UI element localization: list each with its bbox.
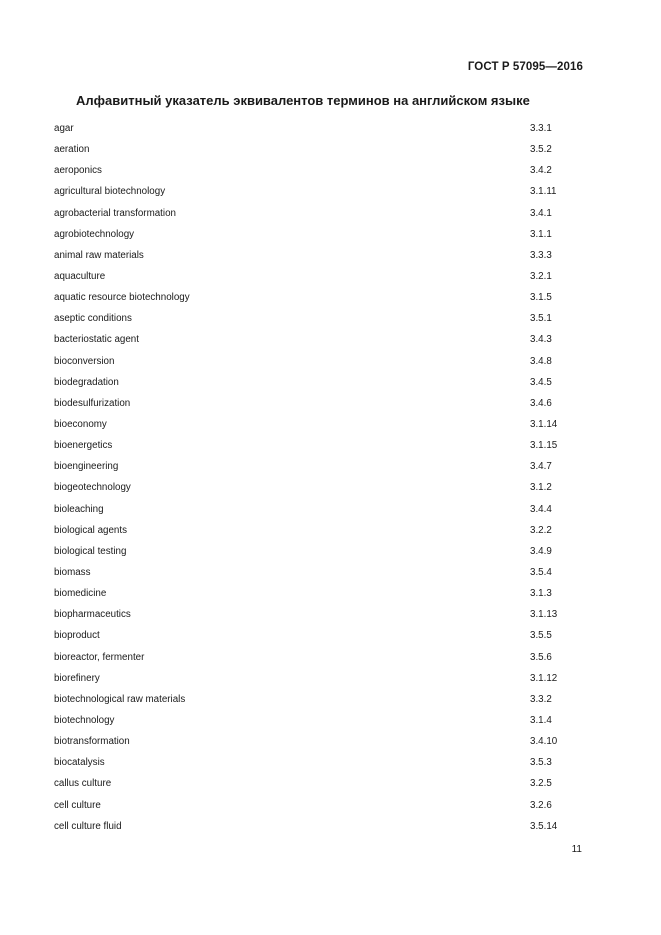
index-term: bioreactor, fermenter <box>54 651 145 663</box>
index-term: biological testing <box>54 545 127 557</box>
index-term: animal raw materials <box>54 249 144 261</box>
index-row <box>0 393 661 414</box>
index-row <box>0 329 661 350</box>
index-ref: 3.2.1 <box>530 270 552 282</box>
index-row <box>0 583 661 604</box>
index-row <box>0 710 661 731</box>
index-row <box>0 414 661 435</box>
index-row <box>0 816 661 837</box>
index-row <box>0 689 661 710</box>
index-ref: 3.1.1 <box>530 228 552 240</box>
index-ref: 3.4.3 <box>530 334 552 346</box>
index-row <box>0 499 661 520</box>
term-index-list <box>0 118 661 837</box>
index-row <box>0 562 661 583</box>
index-row <box>0 160 661 181</box>
index-term: biorefinery <box>54 672 100 684</box>
index-ref: 3.4.8 <box>530 355 552 367</box>
index-row <box>0 435 661 456</box>
index-term: cell culture fluid <box>54 820 122 832</box>
index-term: aquatic resource biotechnology <box>54 292 190 304</box>
index-ref: 3.4.7 <box>530 461 552 473</box>
index-row <box>0 372 661 393</box>
index-ref: 3.4.2 <box>530 165 552 177</box>
index-row <box>0 752 661 773</box>
index-row <box>0 456 661 477</box>
index-term: bioenergetics <box>54 440 113 452</box>
page-title: Алфавитный указатель эквивалентов терминов на английском языке <box>76 93 530 108</box>
index-row <box>0 731 661 752</box>
index-term: biodegradation <box>54 376 119 388</box>
index-ref: 3.1.12 <box>530 672 558 684</box>
index-term: callus culture <box>54 778 112 790</box>
index-ref: 3.1.3 <box>530 588 552 600</box>
index-row <box>0 203 661 224</box>
index-row <box>0 520 661 541</box>
index-row <box>0 118 661 139</box>
index-term: biopharmaceutics <box>54 609 131 621</box>
index-ref: 3.2.6 <box>530 799 552 811</box>
index-ref: 3.5.14 <box>530 820 558 832</box>
index-ref: 3.1.14 <box>530 418 558 430</box>
index-ref: 3.3.3 <box>530 249 552 261</box>
index-row <box>0 266 661 287</box>
document-code: ГОСТ Р 57095—2016 <box>467 61 583 73</box>
index-term: bioconversion <box>54 355 115 367</box>
index-ref: 3.4.4 <box>530 503 552 515</box>
page-number: 11 <box>571 844 582 855</box>
index-ref: 3.4.1 <box>530 207 552 219</box>
index-ref: 3.4.9 <box>530 545 552 557</box>
index-term: agrobacterial transformation <box>54 207 176 219</box>
index-row <box>0 647 661 668</box>
index-row <box>0 245 661 266</box>
index-ref: 3.5.2 <box>530 144 552 156</box>
index-ref: 3.1.5 <box>530 292 552 304</box>
index-ref: 3.4.10 <box>530 736 558 748</box>
index-ref: 3.4.5 <box>530 376 552 388</box>
index-term: bioleaching <box>54 503 104 515</box>
index-term: agricultural biotechnology <box>54 186 166 198</box>
index-ref: 3.5.4 <box>530 566 552 578</box>
index-term: biodesulfurization <box>54 397 131 409</box>
index-term: aeration <box>54 144 90 156</box>
index-ref: 3.1.13 <box>530 609 558 621</box>
index-term: biocatalysis <box>54 757 105 769</box>
index-ref: 3.1.11 <box>530 186 557 198</box>
index-row <box>0 308 661 329</box>
index-row <box>0 541 661 562</box>
index-term: biotransformation <box>54 736 130 748</box>
index-row <box>0 795 661 816</box>
index-term: aeroponics <box>54 165 102 177</box>
index-term: bioeconomy <box>54 418 107 430</box>
index-term: biotechnology <box>54 714 115 726</box>
index-term: bioproduct <box>54 630 100 642</box>
index-term: agar <box>54 123 74 134</box>
index-ref: 3.1.15 <box>530 440 558 452</box>
index-ref: 3.5.1 <box>530 313 552 325</box>
index-ref: 3.4.6 <box>530 397 552 409</box>
index-ref: 3.5.6 <box>530 651 552 663</box>
index-ref: 3.3.1 <box>530 123 552 134</box>
index-row <box>0 773 661 794</box>
index-ref: 3.5.3 <box>530 757 552 769</box>
index-ref: 3.5.5 <box>530 630 552 642</box>
index-term: aquaculture <box>54 270 106 282</box>
index-term: bacteriostatic agent <box>54 334 139 346</box>
index-term: biomass <box>54 566 91 578</box>
index-ref: 3.2.5 <box>530 778 552 790</box>
index-term: biotechnological raw materials <box>54 693 186 705</box>
index-row <box>0 668 661 689</box>
index-term: biological agents <box>54 524 127 536</box>
index-ref: 3.3.2 <box>530 693 552 705</box>
index-row <box>0 351 661 372</box>
index-row <box>0 477 661 498</box>
index-ref: 3.1.2 <box>530 482 552 494</box>
index-row <box>0 287 661 308</box>
index-row <box>0 224 661 245</box>
index-term: biogeotechnology <box>54 482 131 494</box>
index-term: aseptic conditions <box>54 313 132 325</box>
index-row <box>0 181 661 202</box>
index-ref: 3.1.4 <box>530 714 552 726</box>
index-term: bioengineering <box>54 461 119 473</box>
index-term: cell culture <box>54 799 101 811</box>
index-term: agrobiotechnology <box>54 228 135 240</box>
index-row <box>0 139 661 160</box>
index-row <box>0 604 661 625</box>
index-ref: 3.2.2 <box>530 524 552 536</box>
index-term: biomedicine <box>54 588 107 600</box>
index-row <box>0 625 661 646</box>
